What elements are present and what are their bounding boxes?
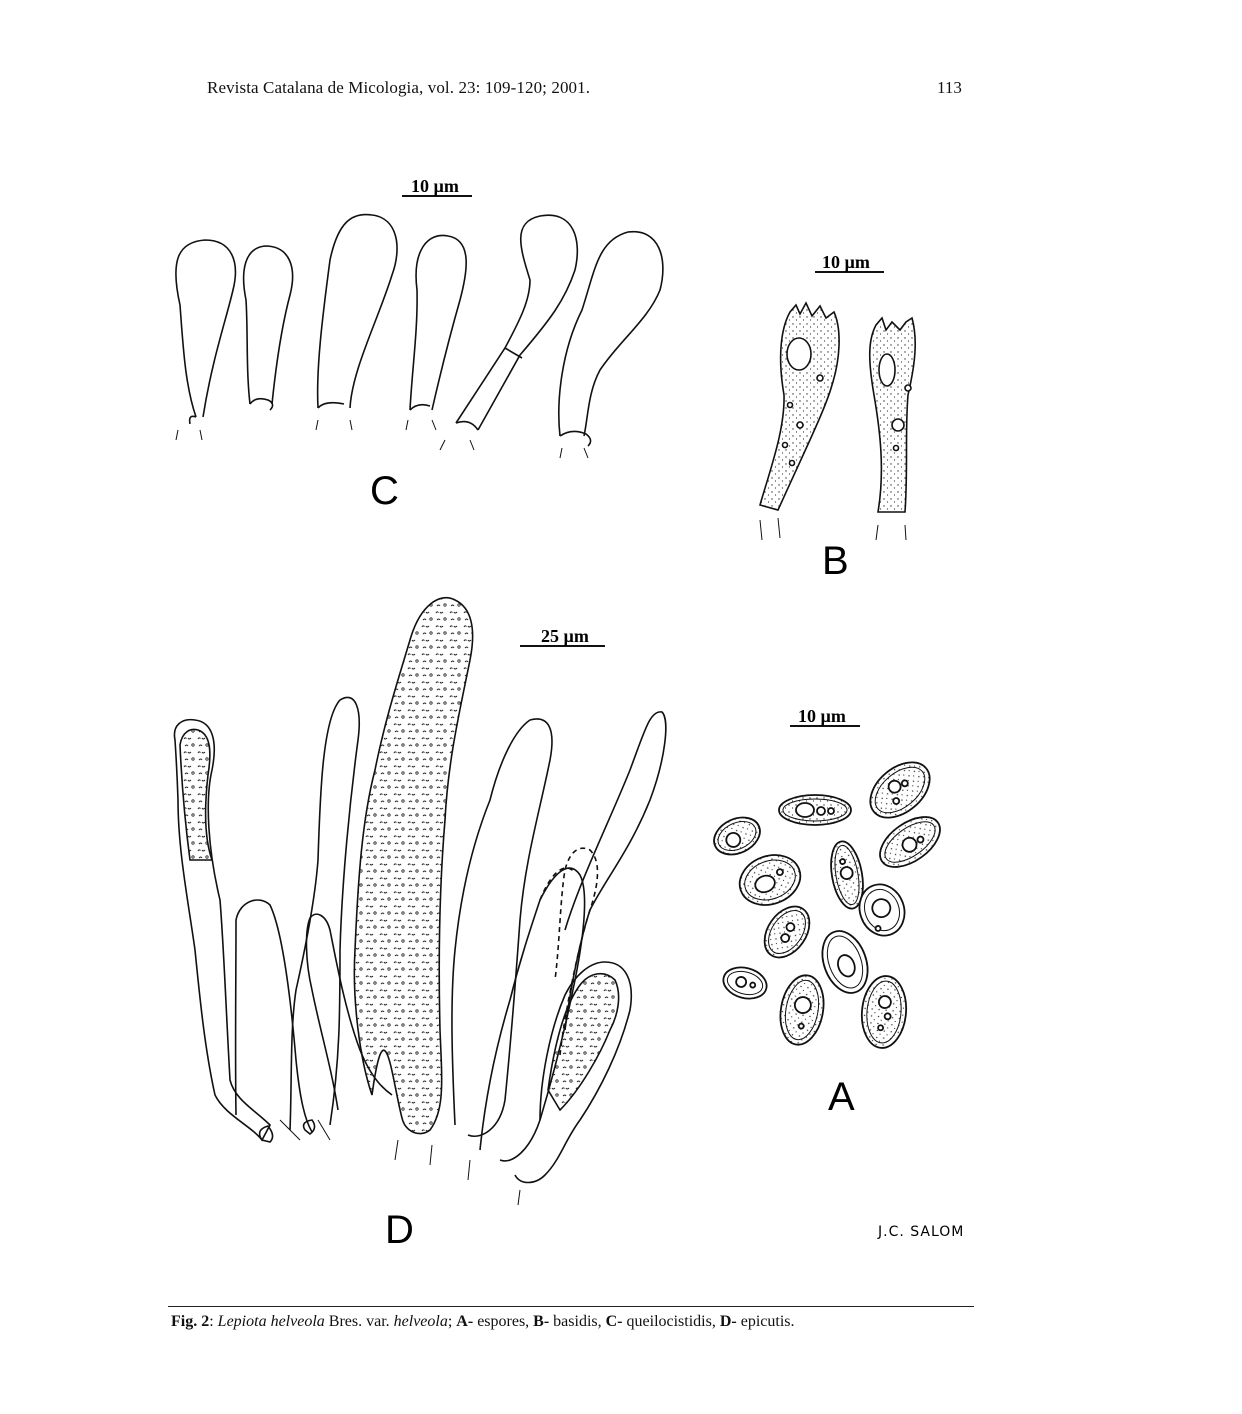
panel-c-scale-bar [402, 176, 472, 196]
caption-b-text: basidis, [549, 1313, 606, 1330]
panel-c-letter: C [370, 469, 399, 513]
figure-caption [171, 1313, 795, 1331]
panel-d-letter: D [385, 1208, 414, 1252]
panel-b-scale-bar [815, 252, 884, 272]
panel-d-scale-label: 25 µm [541, 626, 589, 646]
caption-rule [168, 1306, 974, 1307]
panel-a-scale-bar [790, 706, 860, 726]
caption-variety: helveola [393, 1313, 448, 1330]
panel-b-scale-label: 10 µm [822, 252, 870, 272]
caption-authority: Bres. var. [324, 1313, 394, 1330]
caption-sep: : [209, 1313, 218, 1330]
panel-a-letter: A [828, 1075, 855, 1119]
caption-a-key: A- [456, 1313, 474, 1330]
panel-d-scale-bar [520, 626, 605, 646]
panel-b-basidia [760, 303, 915, 540]
caption-d-text: epicutis. [736, 1313, 795, 1330]
caption-fig-label: Fig. 2 [171, 1313, 210, 1330]
panel-b-letter: B [822, 539, 849, 583]
caption-c-key: C- [605, 1313, 623, 1330]
panel-a-scale-label: 10 µm [798, 706, 846, 726]
caption-sep2: ; [447, 1313, 457, 1330]
caption-a-text: espores, [473, 1313, 534, 1330]
running-head: Revista Catalana de Micologia, vol. 23: 109-120; 2001. [207, 78, 591, 97]
panel-c-cheilocystidia [176, 215, 663, 458]
page-number: 113 [937, 78, 962, 97]
panel-d-epicutis [174, 598, 665, 1205]
panel-a-spores [708, 751, 949, 1049]
caption-species: Lepiota helveola [217, 1313, 325, 1330]
caption-d-key: D- [719, 1313, 737, 1330]
caption-b-key: B- [533, 1313, 550, 1330]
panel-c-scale-label: 10 µm [411, 176, 459, 196]
illustrator-signature: J.C. SALOM [878, 1224, 965, 1240]
caption-c-text: queilocistidis, [622, 1313, 720, 1330]
